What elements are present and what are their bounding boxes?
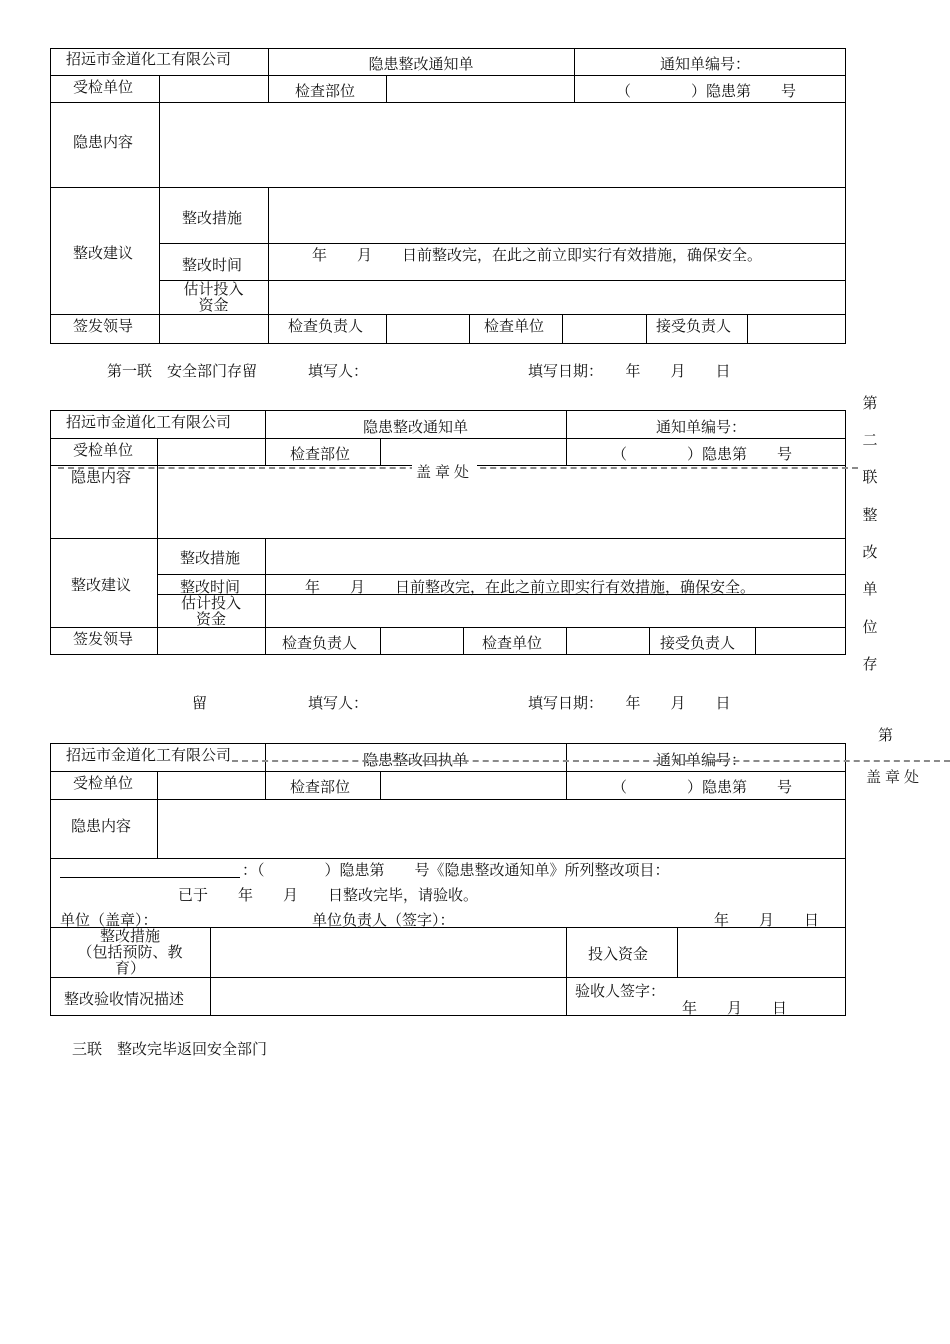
est-invest-label: 估计投入 资金	[180, 594, 241, 628]
accept-desc-label: 整改验收情况描述	[64, 990, 185, 1008]
seal-label: 盖章处	[412, 461, 477, 482]
accept-head-label: 接受负责人	[656, 317, 732, 335]
rectify-measure-label: 整改措施	[180, 549, 241, 567]
unit-name-underline	[60, 877, 240, 878]
inspect-dept-label: 检查部位	[290, 445, 351, 463]
receipt-date: 年 月 日	[714, 911, 820, 929]
rectify-suggest-label: 整改建议	[71, 576, 132, 594]
rectify-time-text: 年 月 日前整改完，在此之前立即实行有效措施，确保安全。	[312, 246, 763, 264]
inspect-unit-label: 检查单位	[484, 317, 545, 335]
inspected-unit-label: 受检单位	[73, 441, 134, 459]
rectify-time-text: 年 月 日前整改完，在此之前立即实行有效措施，确保安全。	[305, 578, 756, 596]
inspect-dept-label: 检查部位	[290, 778, 351, 796]
hazard-no-label: （ ）隐患第 号	[612, 445, 793, 463]
side-copy-3: 第	[878, 726, 894, 744]
inspect-head-label: 检查负责人	[282, 634, 358, 652]
receipt-title: 隐患整改回执单	[362, 751, 468, 769]
footer1-filler: 填写人：	[308, 362, 369, 380]
hazard-no-label: （ ）隐患第 号	[616, 82, 797, 100]
invest-label: 投入资金	[588, 945, 649, 963]
sign-leader-label: 签发领导	[73, 630, 134, 648]
receipt-line1: ：（ ）隐患第 号《隐患整改通知单》所列整改项目：	[242, 861, 670, 879]
rectify-suggest-label: 整改建议	[73, 244, 134, 262]
hazard-content-label: 隐患内容	[71, 817, 132, 835]
company-name: 招远市金道化工有限公司	[66, 50, 232, 68]
inspected-unit-label: 受检单位	[73, 78, 134, 96]
footer2-filler: 填写人：	[308, 694, 369, 712]
footer2-date: 填写日期： 年 月 日	[528, 694, 731, 712]
notice-no-label: 通知单编号：	[656, 751, 747, 769]
rectify-time-label: 整改时间	[182, 256, 243, 274]
notice-no-label: 通知单编号：	[656, 418, 747, 436]
company-name: 招远市金道化工有限公司	[66, 413, 232, 431]
acceptor-label: 验收人签字：	[575, 982, 666, 1000]
footer1-copy: 第一联 安全部门存留	[107, 362, 258, 380]
notice-title: 隐患整改通知单	[362, 418, 468, 436]
measure-label: 整改措施 （包括预防、教 育）	[77, 927, 183, 977]
seal-dashed-line-3	[232, 760, 950, 762]
unit-head-label: 单位负责人（签字）：	[312, 911, 455, 929]
rectify-time-label: 整改时间	[180, 578, 241, 596]
est-invest-label: 估计投入 资金	[183, 280, 244, 314]
sign-leader-label: 签发领导	[73, 317, 134, 335]
footer2-copy: 留	[192, 694, 208, 712]
seal-label-3: 盖章处	[862, 766, 927, 787]
unit-seal-label: 单位（盖章）：	[60, 911, 158, 929]
inspect-unit-label: 检查单位	[482, 634, 543, 652]
rectify-measure-label: 整改措施	[182, 209, 243, 227]
notice-no-label: 通知单编号：	[660, 55, 751, 73]
accept-date: 年 月 日	[682, 999, 788, 1017]
receipt-line2: 已于 年 月 日整改完毕，请验收。	[178, 886, 479, 904]
footer3-copy: 三联 整改完毕返回安全部门	[72, 1040, 268, 1058]
company-name: 招远市金道化工有限公司	[66, 746, 232, 764]
notice-title: 隐患整改通知单	[368, 55, 474, 73]
inspect-head-label: 检查负责人	[288, 317, 364, 335]
hazard-no-label: （ ）隐患第 号	[612, 778, 793, 796]
hazard-content-label: 隐患内容	[71, 468, 132, 486]
hazard-content-label: 隐患内容	[73, 133, 134, 151]
inspected-unit-label: 受检单位	[73, 774, 134, 792]
accept-head-label: 接受负责人	[660, 634, 736, 652]
inspect-dept-label: 检查部位	[295, 82, 356, 100]
footer1-date: 填写日期： 年 月 日	[528, 362, 731, 380]
